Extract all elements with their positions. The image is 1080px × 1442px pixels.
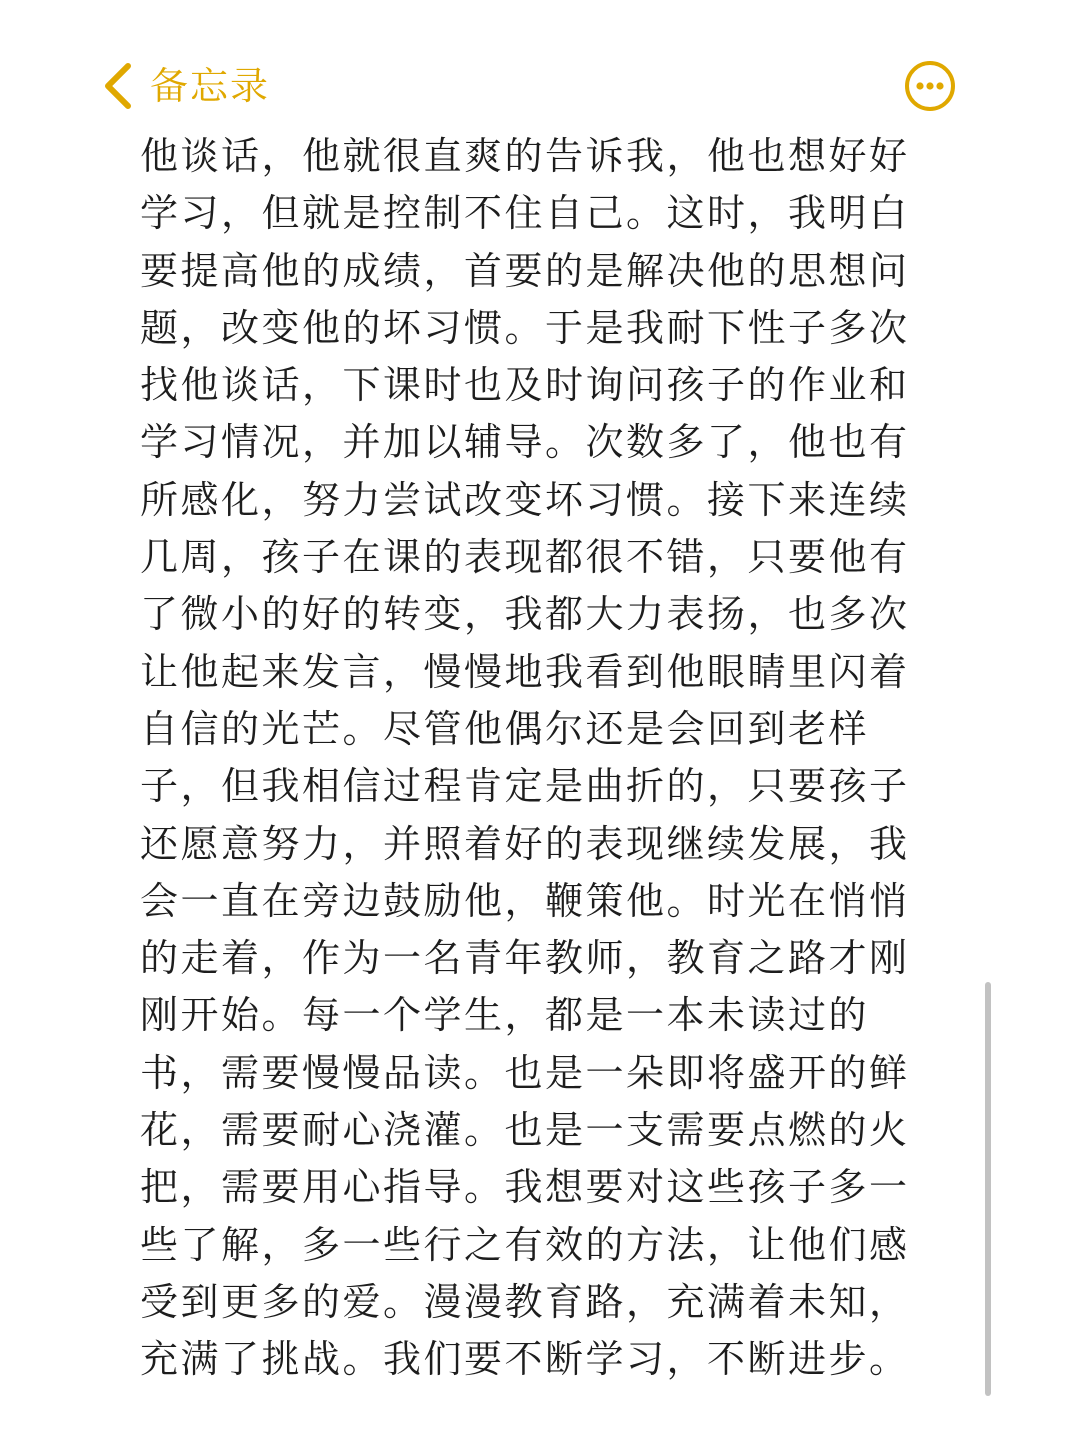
note-line: 些了解，多一些行之有效的方法，让他们感: [140, 1222, 910, 1267]
note-content[interactable]: [140, 128, 920, 1389]
note-line: 的走着，作为一名青年教师，教育之路才刚: [140, 936, 910, 981]
note-line: 所感化，努力尝试改变坏习惯。接下来连续: [140, 477, 910, 522]
note-line: 找他谈话，下课时也及时询问孩子的作业和: [140, 363, 910, 408]
back-button[interactable]: [98, 58, 270, 114]
note-line: 了微小的好的转变，我都大力表扬，也多次: [140, 592, 910, 637]
note-line: 还愿意努力，并照着好的表现继续发展，我: [140, 821, 910, 866]
note-line: 花，需要耐心浇灌。也是一支需要点燃的火: [140, 1108, 910, 1153]
note-line: 学习，但就是控制不住自己。这时，我明白: [140, 191, 910, 236]
note-line: 刚开始。每一个学生，都是一本未读过的: [140, 993, 870, 1038]
navigation-bar: [0, 0, 1080, 130]
note-line: 自信的光芒。尽管他偶尔还是会回到老样: [140, 706, 870, 751]
note-line: 几周，孩子在课的表现都很不错，只要他有: [140, 535, 910, 580]
note-line: 他谈话，他就很直爽的告诉我，他也想好好: [140, 134, 910, 178]
note-line: 书，需要慢慢品读。也是一朵即将盛开的鲜: [140, 1050, 910, 1095]
note-line: 题，改变他的坏习惯。于是我耐下性子多次: [140, 305, 910, 350]
note-line: 受到更多的爱。漫漫教育路，充满着未知，: [140, 1279, 910, 1324]
note-line: 充满了挑战。我们要不断学习，不断进步。: [140, 1337, 910, 1382]
note-line: 让他起来发言，慢慢地我看到他眼睛里闪着: [140, 649, 910, 694]
note-line: 子，但我相信过程肯定是曲折的，只要孩子: [140, 764, 910, 809]
back-label: 备忘录: [150, 64, 271, 108]
note-line: 会一直在旁边鼓励他，鞭策他。时光在悄悄: [140, 878, 910, 923]
scrollbar-thumb[interactable]: [985, 982, 991, 1396]
note-line: 把，需要用心指导。我想要对这些孩子多一: [140, 1165, 910, 1210]
chevron-left-icon: [98, 60, 138, 112]
note-line: 学习情况，并加以辅导。次数多了，他也有: [140, 420, 910, 465]
note-line: 要提高他的成绩，首要的是解决他的思想问: [140, 248, 910, 293]
more-options-icon[interactable]: [904, 60, 956, 112]
